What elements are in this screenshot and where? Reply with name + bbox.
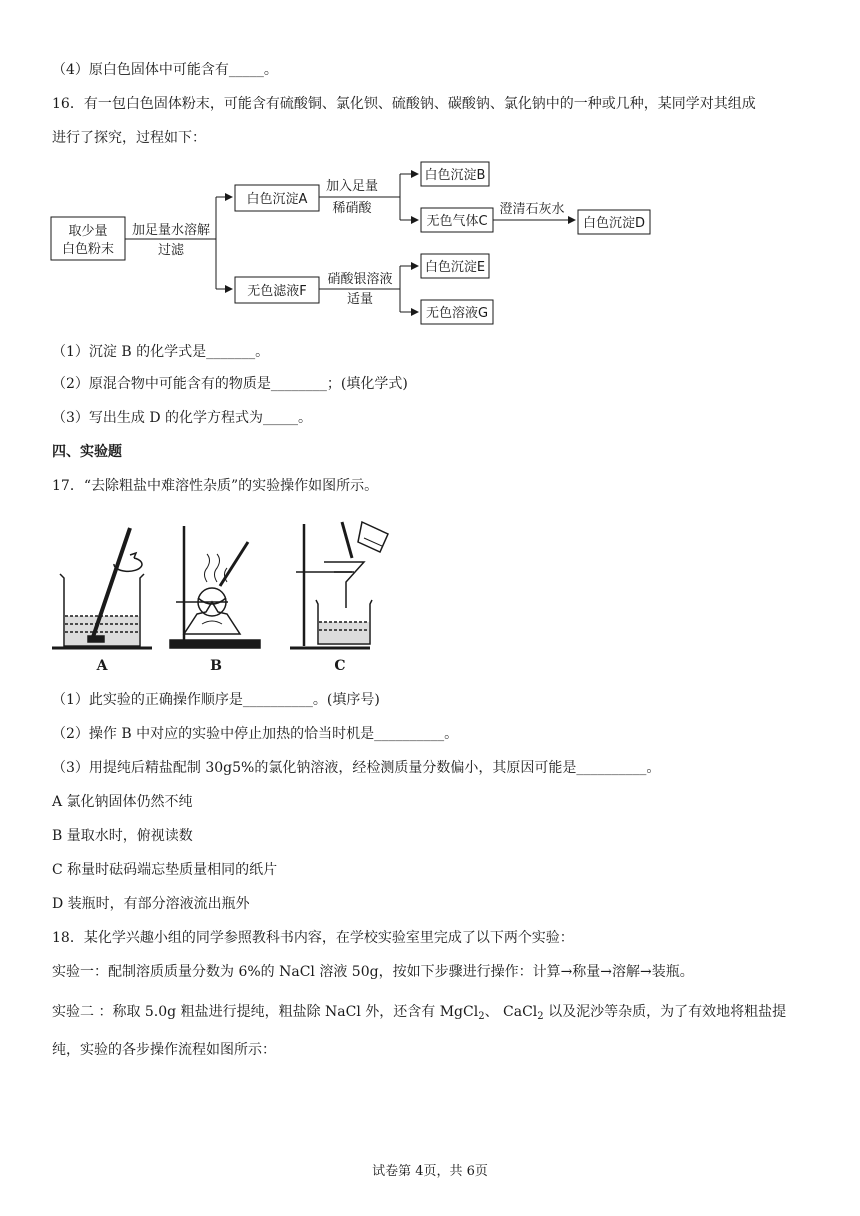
- q17-stem: 17．“去除粗盐中难溶性杂质”的实验操作如图所示。: [52, 478, 379, 494]
- flow-limewater-label: 澄清石灰水: [499, 202, 565, 217]
- q18-exp2-part-a: 实验二 ：称取 5.0g 粗盐进行提纯，粗盐除 NaCl 外，还含有 MgCl: [52, 1004, 479, 1020]
- flow-start-line1: 取少量: [68, 224, 108, 239]
- q18-stem: 18．某化学兴趣小组的同学参照教科书内容，在学校实验室里完成了以下两个实验：: [52, 930, 574, 946]
- flow-step1-line2: 过滤: [157, 243, 185, 258]
- flow-acid-line2: 稀硝酸: [332, 201, 372, 216]
- apparatus-b-evaporation: [170, 526, 260, 648]
- q16-sub3: （3）写出生成 D 的化学方程式为_____。: [52, 410, 313, 426]
- q17-option-d: D 装瓶时，有部分溶液流出瓶外: [52, 896, 250, 912]
- flow-silver-line1: 硝酸银溶液: [327, 272, 393, 287]
- flow-silver-line2: 适量: [346, 292, 374, 307]
- flow-box-f-label: 无色滤液F: [247, 284, 307, 299]
- q16-flow-diagram: [40, 150, 680, 332]
- q16-sub1: （1）沉淀 B 的化学式是_______。: [52, 344, 270, 360]
- flow-box-a-label: 白色沉淀A: [246, 192, 308, 207]
- apparatus-label-a: A: [96, 658, 108, 674]
- q15-sub4: （4）原白色固体中可能含有_____。: [52, 62, 278, 78]
- page-footer: 试卷第 4页，共 6页: [372, 1164, 488, 1179]
- q17-sub3: （3）用提纯后精盐配制 30g5%的氯化钠溶液，经检测质量分数偏小，其原因可能是__________。: [52, 760, 661, 776]
- q18-exp2-line1: [52, 1002, 820, 1027]
- q16-stem-line1: 16．有一包白色固体粉末，可能含有硫酸铜、氯化钡、硫酸钠、碳酸钠、氯化钠中的一种或几种，某同学对其组成: [52, 96, 756, 112]
- q17-apparatus-figure: [52, 516, 392, 676]
- q17-sub2: （2）操作 B 中对应的实验中停止加热的恰当时机是__________。: [52, 726, 459, 742]
- q17-option-c: C 称量时砝码端忘垫质量相同的纸片: [52, 862, 278, 878]
- q18-exp1: 实验一：配制溶质质量分数为 6%的 NaCl 溶液 50g，按如下步骤进行操作：计算→称量→溶解→装瓶。: [52, 964, 694, 980]
- q18-exp2-part-b: 、 CaCl: [484, 1004, 538, 1020]
- apparatus-a-beaker-stirring: [52, 528, 152, 648]
- apparatus-label-b: B: [210, 658, 222, 674]
- q17-sub1: （1）此实验的正确操作顺序是__________。(填序号): [52, 692, 380, 708]
- flow-step1-line1: 加足量水溶解: [131, 223, 211, 238]
- section-heading: 四、实验题: [52, 444, 122, 460]
- flow-box-g-label: 无色溶液G: [425, 306, 489, 321]
- flow-box-c-label: 无色气体C: [426, 214, 488, 229]
- flow-acid-line1: 加入足量: [325, 179, 379, 194]
- apparatus-c-filtration: [290, 522, 388, 648]
- cacl2-subscript: 2: [537, 1011, 544, 1022]
- flow-box-b-label: 白色沉淀B: [424, 168, 486, 183]
- q18-exp2-part-c: 以及泥沙等杂质，为了有效地将粗盐提: [543, 1004, 787, 1020]
- flow-start-line2: 白色粉末: [61, 242, 115, 257]
- apparatus-label-c: C: [334, 658, 346, 674]
- q17-option-a: A 氯化钠固体仍然不纯: [52, 794, 193, 810]
- flow-box-e-label: 白色沉淀E: [424, 260, 486, 275]
- mgcl2-subscript: 2: [478, 1011, 485, 1022]
- q17-option-b: B 量取水时，俯视读数: [52, 828, 193, 844]
- flow-box-d-label: 白色沉淀D: [582, 216, 646, 231]
- q16-sub2: （2）原混合物中可能含有的物质是________；(填化学式): [52, 376, 408, 392]
- q18-exp2-line2: 纯，实验的各步操作流程如图所示：: [52, 1042, 276, 1058]
- q16-stem-line2: 进行了探究，过程如下：: [52, 130, 206, 146]
